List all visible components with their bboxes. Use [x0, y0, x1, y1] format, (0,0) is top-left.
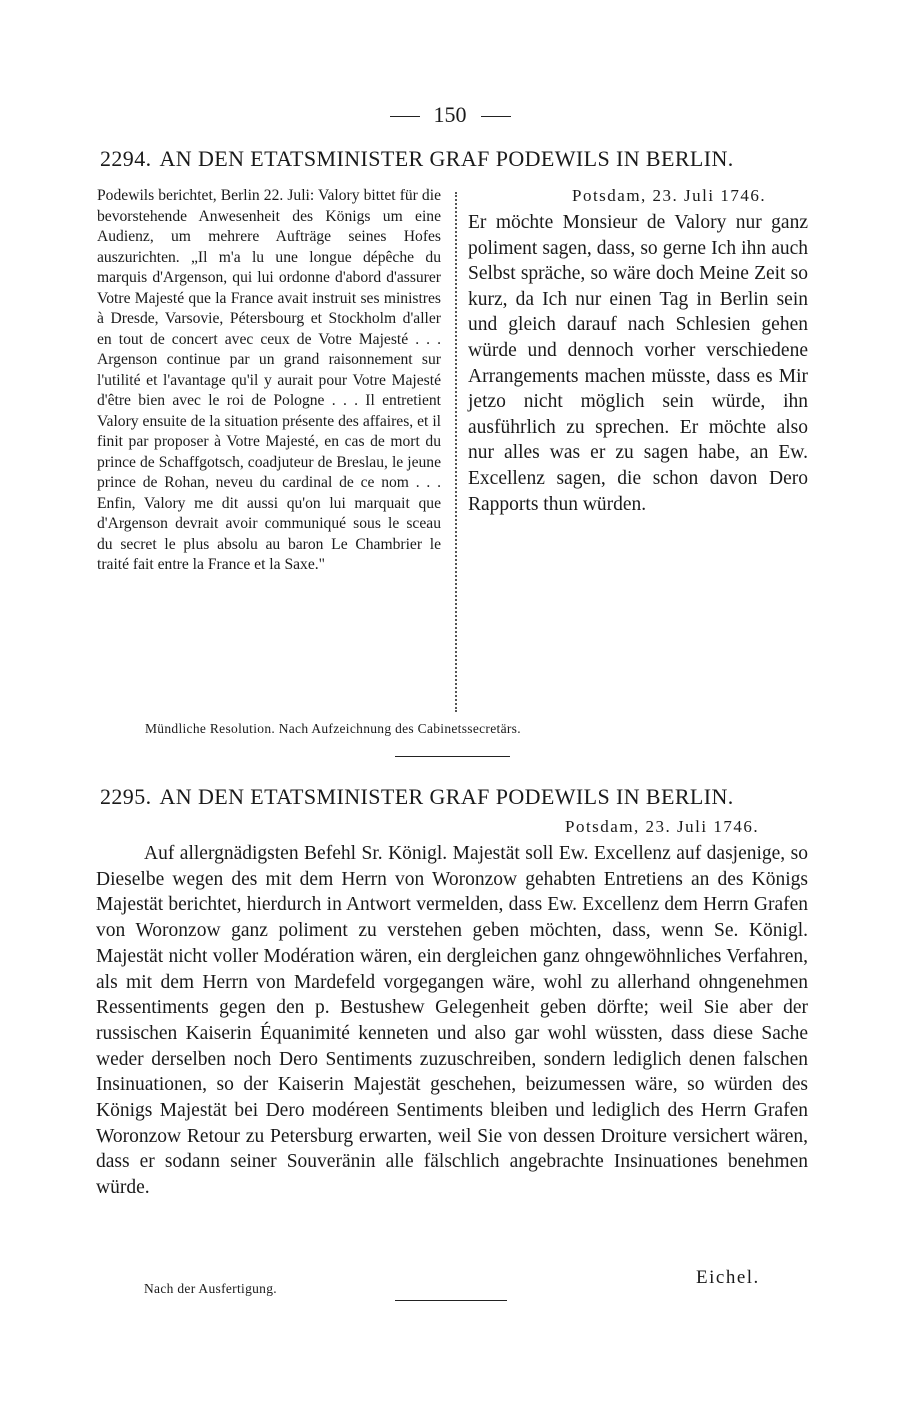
- column-divider: [455, 192, 457, 712]
- letter-2295-dateline: Potsdam, 23. Juli 1746.: [565, 817, 760, 836]
- letter-2294-dateline: Potsdam, 23. Juli 1746.: [572, 186, 767, 205]
- letter-separator: [395, 756, 510, 757]
- letter-heading-text: AN DEN ETATSMINISTER GRAF PODEWILS IN BERLIN.: [159, 784, 734, 809]
- letter-heading-text: AN DEN ETATSMINISTER GRAF PODEWILS IN BERLIN.: [159, 146, 734, 171]
- letter-2295-body: Auf allergnädigsten Befehl Sr. Königl. Majestät soll Ew. Excellenz auf dasjenige, so Dieselbe wegen des mit dem Herrn von Woronzow gehabten Entretiens an des Königs Majestät berichtet, hierdurch in Antwort vermelden, dass Ew. Excellenz dem Herrn Grafen von Woronzow ganz poliment zu verstehen geben möchten, dass, wenn Se. Königl. Majestät nicht voller Modération wären, ein dergleichen ganz ohngewöhnliches Verfahren, als mit dem Herrn von Mardefeld vorgegangen wäre, wohl zu allerhand ohngenehmen Ressentiments gegen den p. Bestushew Gelegenheit geben dörfte; weil Sie aber der russischen Kaiserin Équanimité kenneten und also gar wohl wüssten, dass diese Sache weder derselben noch Dero Sentiments zuzuschreiben, sondern lediglich denen falschen Insinuationen, so der Kaiserin Majestät geschehen, beizumessen wäre, so würden des Königs Majestät bei Dero modéreen Sentiments bleiben und lediglich des Herrn Grafen Woronzow Retour zu Petersburg erwarten, weil Sie von dessen Droiture versichert wären, dass er sodann seiner Souveränin alle fälschlich angebrachte Insinuationes benehmen würde.: [96, 843, 808, 1199]
- page-end-separator: [395, 1300, 507, 1301]
- letter-2294-heading: [100, 146, 812, 172]
- page-number: [0, 102, 900, 128]
- letter-2294-body: Er möchte Monsieur de Valory nur ganz poliment sagen, dass, so gerne Ich ihn auch Selbst spräche, so wäre doch Meine Zeit so kurz, da Ich nur einen Tag in Berlin sein und gleich darauf nach Schlesien gehen würde und dennoch vorher verschiedene Arrangements machen müsste, dass es Mir jetzo nicht möglich sein würde, ihn ausführlich zu sprechen. Er möchte also nur alles was er zu sagen habe, an Ew. Excellenz sagen, die schon davon Dero Rapports thun würden.: [468, 212, 808, 515]
- page-number-dash-right: [481, 116, 511, 117]
- letter-2294-summary: Podewils berichtet, Berlin 22. Juli: Valory bittet für die bevorstehende Anwesenheit des Königs um eine Audienz, um mehrere Aufträge seines Hofes auszurichten. „Il m'a lu une longue dépêche du marquis d'Argenson, qui lui ordonne d'abord d'assurer Votre Majesté que la France avait instruit ses ministres à Dresde, Varsovie, Pétersbourg et Stockholm d'aller en tout de concert avec ceux de Votre Majesté . . . Argenson continue par un grand raisonnement sur l'utilité et l'avantage qu'il y aurait pour Votre Majesté d'être bien avec le roi de Pologne . . . Il entretient Valory ensuite de la situation présente des affaires, et il finit par proposer à Votre Majesté, en cas de mort du prince de Schaffgotsch, coadjuteur de Breslau, le jeune prince de Rohan, neveu du cardinal de ce nom . . . Enfin, Valory me dit aussi qu'on lui marquait que d'Argenson devrait avoir communiqué sous le sceau du secret le plus absolu au baron Le Chambrier le traité fait entre la France et la Saxe.": [97, 187, 441, 573]
- letter-2295-signature: Eichel.: [696, 1267, 760, 1288]
- letter-number: 2295.: [100, 784, 152, 809]
- letter-2294-source-note: Mündliche Resolution. Nach Aufzeichnung des Cabinetssecretärs.: [145, 721, 521, 736]
- page-number-dash-left: [390, 116, 420, 117]
- letter-2295-heading: [100, 784, 812, 810]
- letter-2295-source-note: Nach der Ausfertigung.: [144, 1281, 277, 1296]
- letter-number: 2294.: [100, 146, 152, 171]
- page-number-value: 150: [433, 102, 467, 127]
